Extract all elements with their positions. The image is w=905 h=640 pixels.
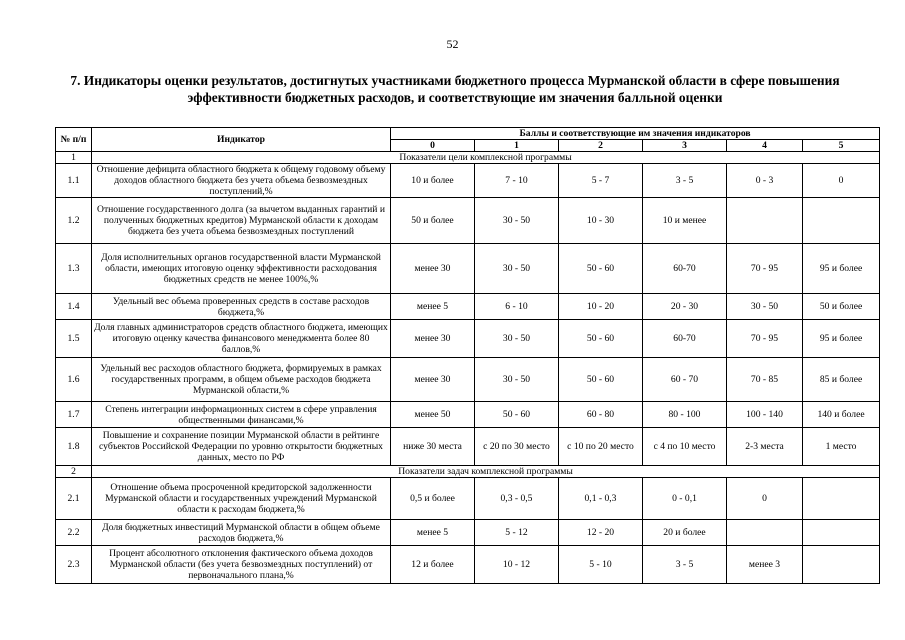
score-value: 30 - 50 xyxy=(475,198,559,244)
score-value: менее 3 xyxy=(727,546,803,584)
score-header: 3 xyxy=(643,140,727,152)
score-value: 50 - 60 xyxy=(559,358,643,402)
score-value: менее 30 xyxy=(391,358,475,402)
score-value: 10 и менее xyxy=(643,198,727,244)
header-scores: Баллы и соответствующие им значения индикаторов xyxy=(391,128,880,140)
table-body xyxy=(56,152,880,584)
row-number: 1.5 xyxy=(56,320,92,358)
score-value: 1 место xyxy=(803,428,880,466)
row-number: 2.2 xyxy=(56,520,92,546)
row-number: 1.2 xyxy=(56,198,92,244)
score-value: 0,3 - 0,5 xyxy=(475,478,559,520)
table-row xyxy=(56,546,880,584)
score-value: 0 - 0,1 xyxy=(643,478,727,520)
indicator-text: Отношение дефицита областного бюджета к общему годовому объему доходов областного бюджета без учета объема безвозмездных поступлений,% xyxy=(92,164,391,198)
score-value: 50 и более xyxy=(391,198,475,244)
score-value: 7 - 10 xyxy=(475,164,559,198)
table-row xyxy=(56,428,880,466)
score-value: 50 и более xyxy=(803,294,880,320)
score-value: 3 - 5 xyxy=(643,164,727,198)
row-number: 1.1 xyxy=(56,164,92,198)
score-value: 2-3 места xyxy=(727,428,803,466)
section-number: 1 xyxy=(56,152,92,164)
indicator-text: Доля исполнительных органов государственной власти Мурманской области, имеющих итоговую оценку эффективности расходования бюджетных средств не менее 100%,% xyxy=(92,244,391,294)
score-header: 4 xyxy=(727,140,803,152)
section-row xyxy=(56,152,880,164)
section-title: Показатели задач комплексной программы xyxy=(92,466,880,478)
score-header: 2 xyxy=(559,140,643,152)
score-value: 5 - 12 xyxy=(475,520,559,546)
indicators-table xyxy=(55,127,880,584)
score-value: менее 30 xyxy=(391,320,475,358)
score-value: 30 - 50 xyxy=(475,320,559,358)
score-value: 50 - 60 xyxy=(559,320,643,358)
table-row xyxy=(56,164,880,198)
table-row xyxy=(56,478,880,520)
score-value: 6 - 10 xyxy=(475,294,559,320)
row-number: 2.3 xyxy=(56,546,92,584)
row-number: 1.6 xyxy=(56,358,92,402)
score-value: 100 - 140 xyxy=(727,402,803,428)
row-number: 1.8 xyxy=(56,428,92,466)
score-value: менее 50 xyxy=(391,402,475,428)
score-value: 30 - 50 xyxy=(475,358,559,402)
indicator-text: Доля главных администраторов средств областного бюджета, имеющих итоговую оценку качества финансового менеджмента более 80 баллов,% xyxy=(92,320,391,358)
score-value: 5 - 10 xyxy=(559,546,643,584)
score-value: с 10 по 20 место xyxy=(559,428,643,466)
score-value: 0 xyxy=(727,478,803,520)
page-number: 52 xyxy=(446,37,459,51)
score-value: 140 и более xyxy=(803,402,880,428)
score-value: 0 - 3 xyxy=(727,164,803,198)
score-value: менее 30 xyxy=(391,244,475,294)
score-value: ниже 30 места xyxy=(391,428,475,466)
score-value: менее 5 xyxy=(391,294,475,320)
score-value: 20 и более xyxy=(643,520,727,546)
table-row xyxy=(56,294,880,320)
score-value: 0,5 и более xyxy=(391,478,475,520)
score-value: 12 - 20 xyxy=(559,520,643,546)
table-row xyxy=(56,520,880,546)
score-value: 12 и более xyxy=(391,546,475,584)
table-row xyxy=(56,402,880,428)
score-value: 70 - 95 xyxy=(727,320,803,358)
score-value: 20 - 30 xyxy=(643,294,727,320)
score-value: 10 - 30 xyxy=(559,198,643,244)
header-num: № п/п xyxy=(56,128,92,152)
indicator-text: Отношение государственного долга (за вычетом выданных гарантий и полученных бюджетных кредитов) Мурманской области к доходам бюджета без учета объема безвозмездных поступлений xyxy=(92,198,391,244)
score-value: 85 и более xyxy=(803,358,880,402)
score-value: 50 - 60 xyxy=(475,402,559,428)
score-value: 70 - 95 xyxy=(727,244,803,294)
score-value: 60-70 xyxy=(643,320,727,358)
page-title: 7. Индикаторы оценки результатов, достигнутых участниками бюджетного процесса Мурманской области в сфере повышения эффективности бюджетных расходов, и соответствующие им значения балльной оценки xyxy=(70,73,840,105)
row-number: 1.4 xyxy=(56,294,92,320)
header-indicator: Индикатор xyxy=(92,128,391,152)
indicator-text: Процент абсолютного отклонения фактического объема доходов Мурманской области (без учета безвозмездных поступлений) от первоначального плана,% xyxy=(92,546,391,584)
score-header: 5 xyxy=(803,140,880,152)
indicator-text: Отношение объема просроченной кредиторской задолженности Мурманской области и государственных учреждений Мурманской области к расходам бюджета,% xyxy=(92,478,391,520)
table-row xyxy=(56,244,880,294)
indicator-text: Удельный вес объема проверенных средств в составе расходов бюджета,% xyxy=(92,294,391,320)
score-value: 50 - 60 xyxy=(559,244,643,294)
table-row xyxy=(56,198,880,244)
section-row xyxy=(56,466,880,478)
score-value: с 4 по 10 место xyxy=(643,428,727,466)
score-value: 80 - 100 xyxy=(643,402,727,428)
indicator-text: Доля бюджетных инвестиций Мурманской области в общем объеме расходов бюджета,% xyxy=(92,520,391,546)
row-number: 1.7 xyxy=(56,402,92,428)
score-value: 3 - 5 xyxy=(643,546,727,584)
score-value: 30 - 50 xyxy=(475,244,559,294)
score-value: 95 и более xyxy=(803,244,880,294)
score-value: 5 - 7 xyxy=(559,164,643,198)
score-value: 60-70 xyxy=(643,244,727,294)
score-value xyxy=(803,546,880,584)
score-value: менее 5 xyxy=(391,520,475,546)
score-value xyxy=(727,520,803,546)
score-value: 10 - 12 xyxy=(475,546,559,584)
score-value: 70 - 85 xyxy=(727,358,803,402)
score-value: 60 - 80 xyxy=(559,402,643,428)
indicator-text: Повышение и сохранение позиции Мурманской области в рейтинге субъектов Российской Федерации по уровню открытости бюджетных данных, место по РФ xyxy=(92,428,391,466)
score-value: 60 - 70 xyxy=(643,358,727,402)
section-number: 2 xyxy=(56,466,92,478)
section-title: Показатели цели комплексной программы xyxy=(92,152,880,164)
table-row xyxy=(56,320,880,358)
indicator-text: Степень интеграции информационных систем в сфере управления общественными финансами,% xyxy=(92,402,391,428)
score-value: 0,1 - 0,3 xyxy=(559,478,643,520)
score-value xyxy=(803,198,880,244)
score-value xyxy=(727,198,803,244)
score-value xyxy=(803,520,880,546)
row-number: 1.3 xyxy=(56,244,92,294)
score-value: 30 - 50 xyxy=(727,294,803,320)
score-value: 95 и более xyxy=(803,320,880,358)
score-value: с 20 по 30 место xyxy=(475,428,559,466)
row-number: 2.1 xyxy=(56,478,92,520)
score-value xyxy=(803,478,880,520)
indicator-text: Удельный вес расходов областного бюджета, формируемых в рамках государственных программ, в общем объеме расходов бюджета Мурманской области,% xyxy=(92,358,391,402)
score-header: 1 xyxy=(475,140,559,152)
score-value: 10 и более xyxy=(391,164,475,198)
score-header: 0 xyxy=(391,140,475,152)
table-row xyxy=(56,358,880,402)
score-value: 10 - 20 xyxy=(559,294,643,320)
score-value: 0 xyxy=(803,164,880,198)
